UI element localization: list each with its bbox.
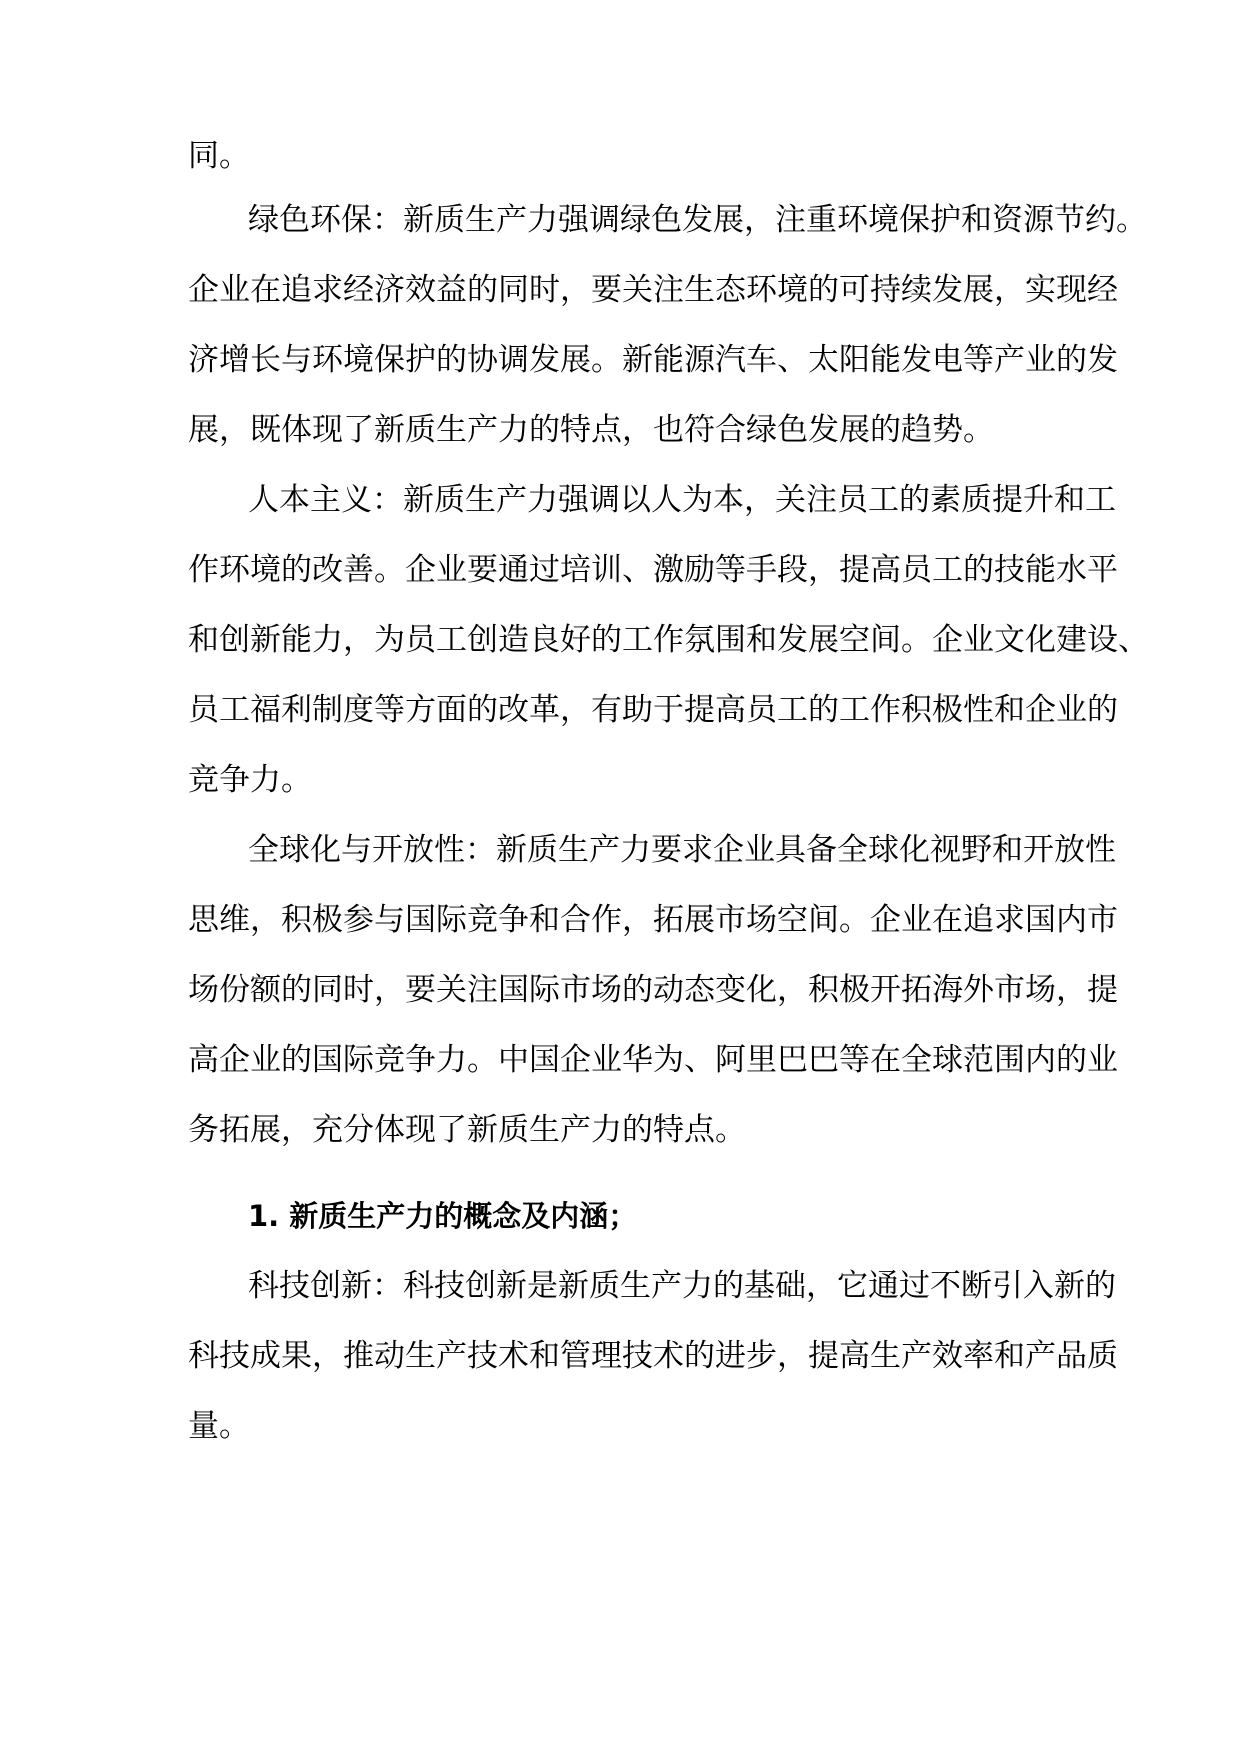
paragraph-humanism-line-5: 竞争力。	[188, 762, 312, 798]
paragraph-humanism-line-1: 人本主义：新质生产力强调以人为本，关注员工的素质提升和工	[248, 482, 1116, 518]
paragraph-global-line-1: 全球化与开放性：新质生产力要求企业具备全球化视野和开放性	[248, 832, 1116, 868]
paragraph-innovation-line-3: 量。	[188, 1408, 250, 1444]
paragraph-innovation-line-2: 科技成果，推动生产技术和管理技术的进步，提高生产效率和产品质	[188, 1338, 1118, 1374]
paragraph-humanism-line-3: 和创新能力，为员工创造良好的工作氛围和发展空间。企业文化建设、	[188, 622, 1149, 658]
paragraph-continuation: 同。	[188, 138, 250, 174]
paragraph-global-line-5: 务拓展，充分体现了新质生产力的特点。	[188, 1112, 746, 1148]
paragraph-green-line-4: 展，既体现了新质生产力的特点，也符合绿色发展的趋势。	[188, 412, 994, 448]
paragraph-humanism-line-4: 员工福利制度等方面的改革，有助于提高员工的工作积极性和企业的	[188, 692, 1118, 728]
paragraph-innovation-line-1: 科技创新：科技创新是新质生产力的基础，它通过不断引入新的	[248, 1268, 1116, 1304]
paragraph-green-line-1: 绿色环保：新质生产力强调绿色发展，注重环境保护和资源节约。	[248, 202, 1147, 238]
paragraph-humanism-line-2: 作环境的改善。企业要通过培训、激励等手段，提高员工的技能水平	[188, 552, 1118, 588]
paragraph-global-line-3: 场份额的同时，要关注国际市场的动态变化，积极开拓海外市场，提	[188, 972, 1118, 1008]
paragraph-global-line-2: 思维，积极参与国际竞争和合作，拓展市场空间。企业在追求国内市	[188, 902, 1118, 938]
paragraph-global-line-4: 高企业的国际竞争力。中国企业华为、阿里巴巴等在全球范围内的业	[188, 1042, 1118, 1078]
paragraph-green-line-3: 济增长与环境保护的协调发展。新能源汽车、太阳能发电等产业的发	[188, 342, 1118, 378]
paragraph-green-line-2: 企业在追求经济效益的同时，要关注生态环境的可持续发展，实现经	[188, 272, 1118, 308]
section-heading: 1. 新质生产力的概念及内涵；	[248, 1199, 638, 1233]
